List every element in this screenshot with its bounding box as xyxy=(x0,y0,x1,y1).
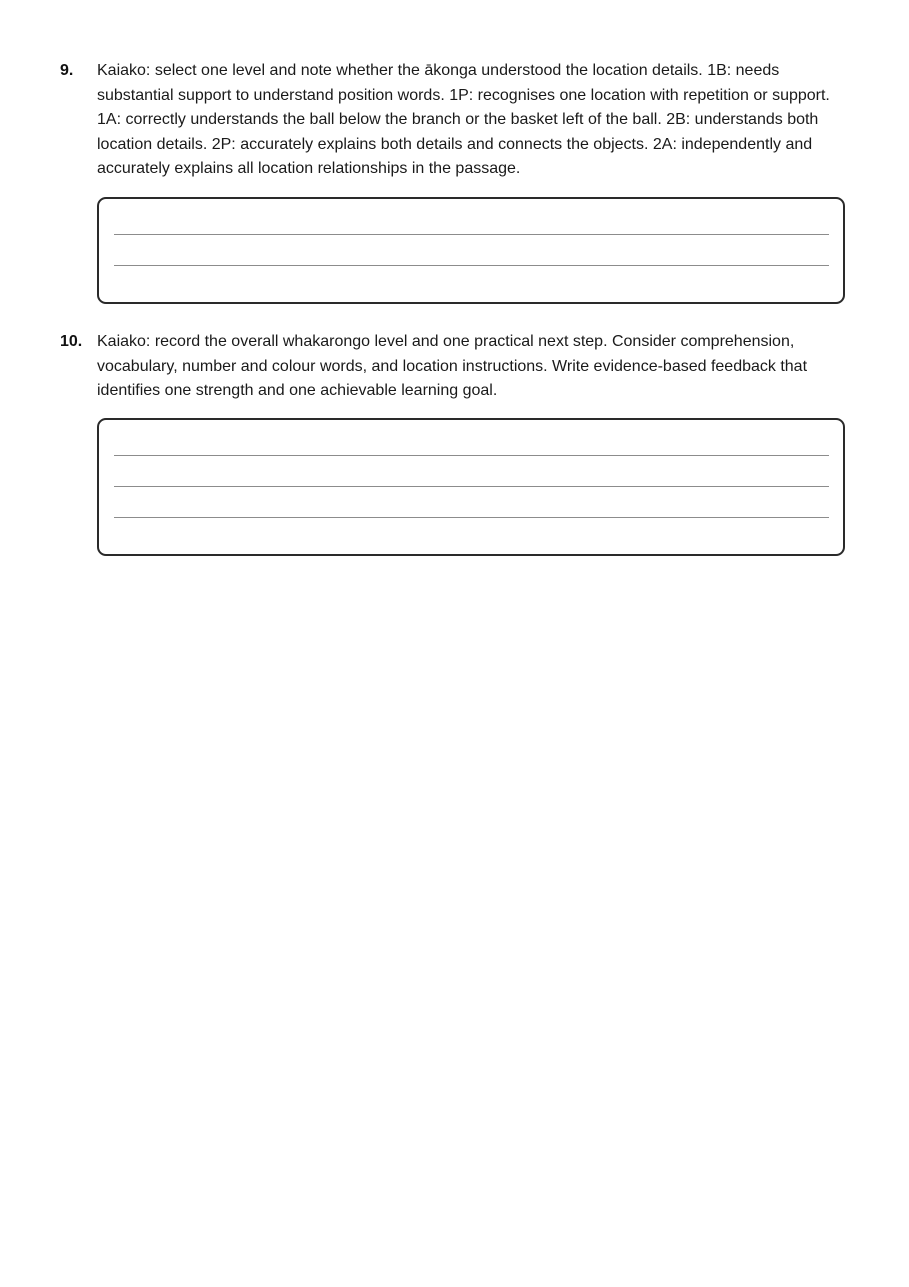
question-text: Kaiako: select one level and note whether the ākonga understood the location details. 1B: needs substantial support to understand position words. 1P: recognises one location with repetition or support. 1A: correctly understands the ball below the branch or the basket left of the ball. 2B: understands both location details. 2P: accurately explains both details and connects the objects. 2A: independently and accurately explains all location relationships in the passage. xyxy=(97,62,830,178)
question-number: 10. xyxy=(60,333,83,350)
answer-box-9[interactable] xyxy=(97,197,845,304)
question-text: Kaiako: record the overall whakarongo level and one practical next step. Consider comprehension, vocabulary, number and colour words, and location instructions. Write evidence-based feedback that identifies one strength and one achievable learning goal. xyxy=(97,333,808,400)
question-9 xyxy=(60,59,850,182)
question-number: 9. xyxy=(60,62,74,79)
writing-line xyxy=(114,265,829,266)
writing-line xyxy=(114,234,829,235)
question-10 xyxy=(60,330,850,404)
writing-line xyxy=(114,517,829,518)
writing-line xyxy=(114,486,829,487)
writing-line xyxy=(114,455,829,456)
answer-box-10[interactable] xyxy=(97,418,845,556)
